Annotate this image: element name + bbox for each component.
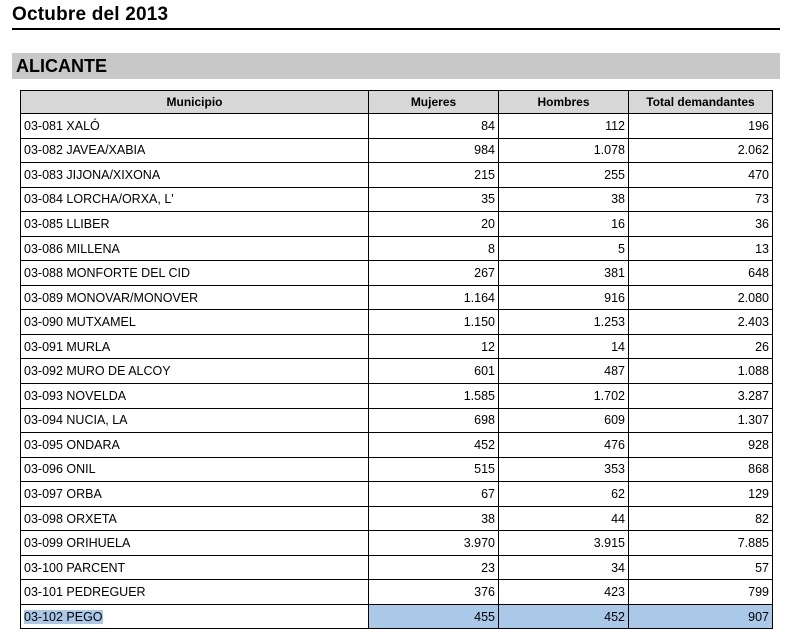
cell-total: 26	[629, 334, 773, 359]
cell-total: 799	[629, 580, 773, 605]
cell-mujeres: 20	[369, 212, 499, 237]
cell-municipio	[21, 285, 369, 310]
table-row[interactable]	[21, 163, 773, 188]
cell-hombres: 44	[499, 506, 629, 531]
cell-total: 36	[629, 212, 773, 237]
cell-mujeres: 215	[369, 163, 499, 188]
table-row[interactable]	[21, 187, 773, 212]
cell-municipio	[21, 604, 369, 629]
table-row[interactable]	[21, 261, 773, 286]
municipio-label: 03-083 JIJONA/XIXONA	[24, 167, 161, 182]
cell-mujeres: 452	[369, 433, 499, 458]
table-row[interactable]	[21, 236, 773, 261]
table-row[interactable]	[21, 604, 773, 629]
cell-total: 1.307	[629, 408, 773, 433]
cell-total: 1.088	[629, 359, 773, 384]
cell-hombres: 5	[499, 236, 629, 261]
cell-municipio	[21, 114, 369, 139]
municipio-label: 03-093 NOVELDA	[24, 388, 127, 403]
municipio-label: 03-085 LLIBER	[24, 216, 110, 231]
cell-municipio	[21, 310, 369, 335]
cell-municipio	[21, 555, 369, 580]
table-row[interactable]	[21, 359, 773, 384]
cell-hombres: 16	[499, 212, 629, 237]
municipio-label: 03-089 MONOVAR/MONOVER	[24, 290, 199, 305]
cell-hombres: 62	[499, 482, 629, 507]
cell-municipio	[21, 163, 369, 188]
table-body	[21, 114, 773, 629]
table-row[interactable]	[21, 285, 773, 310]
header-mujeres: Mujeres	[369, 91, 499, 114]
cell-mujeres: 23	[369, 555, 499, 580]
header-hombres: Hombres	[499, 91, 629, 114]
cell-mujeres: 1.585	[369, 384, 499, 409]
cell-total: 13	[629, 236, 773, 261]
cell-municipio	[21, 457, 369, 482]
header-municipio: Municipio	[21, 91, 369, 114]
cell-total: 82	[629, 506, 773, 531]
cell-hombres: 1.253	[499, 310, 629, 335]
cell-mujeres: 67	[369, 482, 499, 507]
cell-mujeres: 1.150	[369, 310, 499, 335]
municipio-label: 03-081 XALÓ	[24, 118, 100, 133]
cell-mujeres: 38	[369, 506, 499, 531]
municipio-label: 03-102 PEGO	[24, 609, 103, 624]
cell-municipio	[21, 408, 369, 433]
table-row[interactable]	[21, 555, 773, 580]
table-row[interactable]	[21, 433, 773, 458]
cell-municipio	[21, 359, 369, 384]
section-header	[12, 53, 780, 79]
cell-hombres: 14	[499, 334, 629, 359]
cell-mujeres: 3.970	[369, 531, 499, 556]
municipio-label: 03-094 NUCIA, LA	[24, 413, 128, 428]
section-title: ALICANTE	[16, 56, 107, 76]
municipio-label: 03-095 ONDARA	[24, 437, 120, 452]
municipio-label: 03-082 JAVEA/XABIA	[24, 143, 146, 158]
cell-hombres: 452	[499, 604, 629, 629]
cell-total: 2.403	[629, 310, 773, 335]
table-row[interactable]	[21, 334, 773, 359]
cell-municipio	[21, 384, 369, 409]
cell-municipio	[21, 531, 369, 556]
cell-mujeres: 8	[369, 236, 499, 261]
cell-total: 73	[629, 187, 773, 212]
cell-hombres: 3.915	[499, 531, 629, 556]
table-row[interactable]	[21, 212, 773, 237]
cell-hombres: 255	[499, 163, 629, 188]
cell-total: 129	[629, 482, 773, 507]
cell-hombres: 34	[499, 555, 629, 580]
cell-municipio	[21, 261, 369, 286]
cell-total: 196	[629, 114, 773, 139]
cell-municipio	[21, 236, 369, 261]
municipio-label: 03-090 MUTXAMEL	[24, 315, 136, 330]
municipio-label: 03-098 ORXETA	[24, 511, 117, 526]
title-divider	[12, 28, 780, 30]
cell-mujeres: 12	[369, 334, 499, 359]
cell-hombres: 916	[499, 285, 629, 310]
cell-total: 648	[629, 261, 773, 286]
cell-total: 2.080	[629, 285, 773, 310]
cell-total: 928	[629, 433, 773, 458]
cell-mujeres: 376	[369, 580, 499, 605]
table-row[interactable]	[21, 138, 773, 163]
municipio-label: 03-099 ORIHUELA	[24, 536, 131, 551]
table-row[interactable]	[21, 531, 773, 556]
cell-hombres: 476	[499, 433, 629, 458]
cell-total: 907	[629, 604, 773, 629]
cell-mujeres: 515	[369, 457, 499, 482]
cell-total: 868	[629, 457, 773, 482]
table-row[interactable]	[21, 384, 773, 409]
header-total: Total demandantes	[629, 91, 773, 114]
table-row[interactable]	[21, 310, 773, 335]
cell-hombres: 1.702	[499, 384, 629, 409]
cell-hombres: 38	[499, 187, 629, 212]
cell-total: 7.885	[629, 531, 773, 556]
cell-total: 2.062	[629, 138, 773, 163]
municipio-label: 03-097 ORBA	[24, 486, 102, 501]
table-row[interactable]	[21, 482, 773, 507]
cell-mujeres: 35	[369, 187, 499, 212]
cell-municipio	[21, 334, 369, 359]
cell-total: 470	[629, 163, 773, 188]
data-table	[20, 90, 773, 629]
cell-mujeres: 267	[369, 261, 499, 286]
cell-municipio	[21, 580, 369, 605]
table-header-row	[21, 91, 773, 114]
cell-total: 57	[629, 555, 773, 580]
cell-municipio	[21, 138, 369, 163]
cell-mujeres: 1.164	[369, 285, 499, 310]
municipio-label: 03-088 MONFORTE DEL CID	[24, 266, 191, 281]
cell-municipio	[21, 433, 369, 458]
table-row[interactable]	[21, 114, 773, 139]
cell-mujeres: 984	[369, 138, 499, 163]
cell-municipio	[21, 482, 369, 507]
table-row[interactable]	[21, 457, 773, 482]
cell-hombres: 353	[499, 457, 629, 482]
municipio-label: 03-101 PEDREGUER	[24, 585, 146, 600]
cell-hombres: 1.078	[499, 138, 629, 163]
cell-mujeres: 455	[369, 604, 499, 629]
municipio-label: 03-100 PARCENT	[24, 560, 126, 575]
cell-total: 3.287	[629, 384, 773, 409]
cell-mujeres: 698	[369, 408, 499, 433]
cell-hombres: 609	[499, 408, 629, 433]
cell-hombres: 487	[499, 359, 629, 384]
cell-hombres: 112	[499, 114, 629, 139]
cell-municipio	[21, 187, 369, 212]
cell-hombres: 423	[499, 580, 629, 605]
cell-municipio	[21, 212, 369, 237]
cell-municipio	[21, 506, 369, 531]
table-row[interactable]	[21, 408, 773, 433]
table-row[interactable]	[21, 580, 773, 605]
cell-hombres: 381	[499, 261, 629, 286]
page-title: Octubre del 2013	[12, 4, 169, 25]
table-row[interactable]	[21, 506, 773, 531]
municipio-label: 03-092 MURO DE ALCOY	[24, 364, 171, 379]
cell-mujeres: 84	[369, 114, 499, 139]
municipio-label: 03-084 LORCHA/ORXA, L'	[24, 192, 174, 207]
municipio-label: 03-086 MILLENA	[24, 241, 120, 256]
cell-mujeres: 601	[369, 359, 499, 384]
municipio-label: 03-091 MURLA	[24, 339, 111, 354]
municipio-label: 03-096 ONIL	[24, 462, 96, 477]
